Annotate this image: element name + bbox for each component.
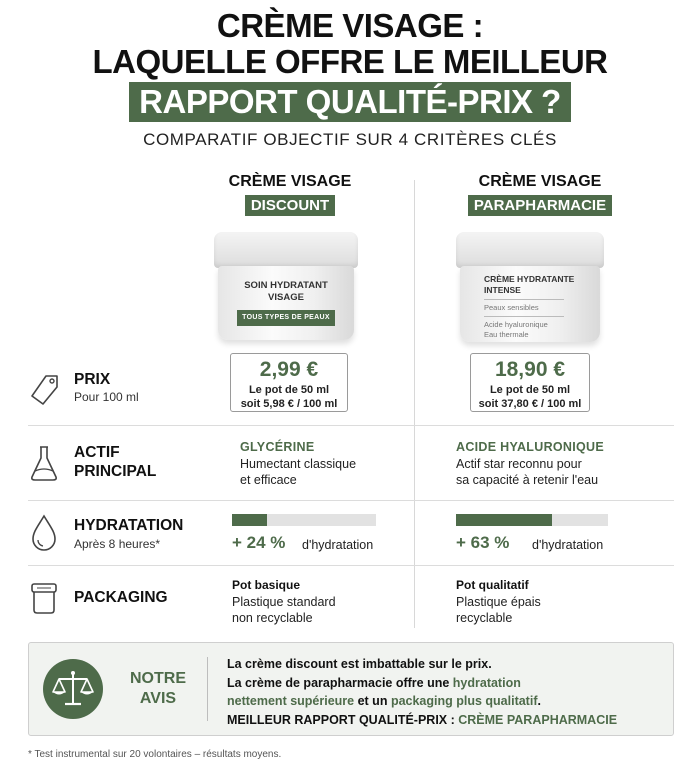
price-value: 2,99 € <box>259 358 319 381</box>
title-line-3-wrap <box>0 82 700 122</box>
jar-body <box>460 266 600 342</box>
jar-label-line1: CRÈME HYDRATANTE <box>484 274 575 284</box>
verdict-separator <box>207 657 208 721</box>
jar-label <box>218 280 354 326</box>
jar-lid <box>214 232 358 268</box>
price-line-2: soit 5,98 € / 100 ml <box>240 398 338 410</box>
product-name: CRÈME VISAGE <box>228 173 352 190</box>
actif-desc-parapharmacie-1: Actif star reconnu pour <box>456 457 582 471</box>
actif-desc-discount-1: Humectant classique <box>240 457 357 471</box>
column-divider <box>414 180 415 628</box>
price-line-1: Le pot de 50 ml <box>489 384 571 396</box>
packaging-desc-parapharmacie-2: recyclable <box>456 611 513 625</box>
jar-lid <box>456 232 604 268</box>
criterion-actif-label-2: PRINCIPAL <box>74 463 157 480</box>
jar-discount-image <box>214 232 358 340</box>
criterion-hydratation-label: HYDRATATION <box>74 517 184 534</box>
hydration-percent-discount: + 24 % <box>232 533 286 552</box>
jar-icon <box>28 578 60 618</box>
packaging-desc-discount-2: non recyclable <box>232 611 313 625</box>
price-line-1: Le pot de 50 ml <box>248 384 330 396</box>
verdict-title <box>123 669 193 709</box>
packaging-desc-parapharmacie-1: Plastique épais <box>456 595 541 609</box>
title-line-2: LAQUELLE OFFRE LE MEILLEUR <box>92 43 608 80</box>
packaging-name-discount: Pot basique <box>232 578 301 592</box>
verdict-line-3c: . <box>537 694 541 708</box>
jar-tag: TOUS TYPES DE PEAUX <box>237 310 335 326</box>
title-line-1: CRÈME VISAGE : <box>216 7 484 44</box>
hydration-text-parapharmacie: d'hydratation <box>532 538 604 552</box>
actif-name-discount: GLYCÉRINE <box>240 440 315 454</box>
row-divider <box>28 500 674 501</box>
product-tag: PARAPHARMACIE <box>468 195 612 216</box>
verdict-line-2 <box>227 674 667 693</box>
actif-desc-parapharmacie-2: sa capacité à retenir l'eau <box>456 473 599 487</box>
verdict-line-2a: La crème de parapharmacie offre une <box>227 675 453 690</box>
price-box-parapharmacie <box>470 353 590 412</box>
packaging-desc-discount-1: Plastique standard <box>232 595 336 609</box>
price-line-2: soit 37,80 € / 100 ml <box>478 398 582 410</box>
subtitle: COMPARATIF OBJECTIF SUR 4 CRITÈRES CLÉS <box>143 130 557 149</box>
jar-label-divider <box>484 299 564 300</box>
actif-name-parapharmacie: ACIDE HYALURONIQUE <box>456 440 605 454</box>
hydration-bar-fill <box>232 514 267 526</box>
jar-small-2: Acide hyaluronique <box>484 320 548 329</box>
jar-parapharmacie-image <box>456 232 604 342</box>
jar-body <box>218 266 354 340</box>
verdict-line-4a: MEILLEUR RAPPORT QUALITÉ-PRIX : <box>227 712 459 727</box>
column-header-parapharmacie <box>440 172 640 216</box>
water-drop-icon <box>28 512 60 552</box>
jar-small-1: Peaux sensibles <box>484 303 539 312</box>
verdict-text <box>227 655 667 729</box>
jar-label <box>484 274 590 340</box>
column-header-discount <box>210 172 370 216</box>
product-name: CRÈME VISAGE <box>478 173 602 190</box>
verdict-line-2-highlight: hydratation <box>452 675 521 690</box>
jar-label-line2: VISAGE <box>268 292 304 303</box>
product-tag: DISCOUNT <box>245 195 335 216</box>
verdict-line-1: La crème discount est imbattable sur le prix. <box>227 657 492 671</box>
jar-small-3: Eau thermale <box>484 330 529 339</box>
verdict-line-4 <box>227 711 667 730</box>
criterion-prix-sub: Pour 100 ml <box>74 390 139 404</box>
title-line-3: RAPPORT QUALITÉ-PRIX ? <box>129 82 571 122</box>
hydration-text-discount: d'hydratation <box>302 538 374 552</box>
footnote: * Test instrumental sur 20 volontaires – résultats moyens. <box>28 749 282 760</box>
verdict-box <box>28 642 674 736</box>
verdict-line-3b: et un <box>354 694 391 708</box>
packaging-name-parapharmacie: Pot qualitatif <box>456 578 529 592</box>
verdict-line-3-highlight-1: nettement supérieure <box>227 694 355 708</box>
verdict-title-line1: NOTRE <box>130 670 186 687</box>
flask-icon <box>28 443 60 483</box>
verdict-line-3 <box>227 692 667 711</box>
row-divider <box>28 425 674 426</box>
criterion-prix-label: PRIX <box>74 371 111 388</box>
scale-icon <box>43 659 103 719</box>
scale-icon-circle <box>43 659 103 719</box>
criterion-actif-label-1: ACTIF <box>74 444 120 461</box>
actif-desc-discount-2: et efficace <box>240 473 297 487</box>
price-tag-icon <box>28 366 60 406</box>
price-value: 18,90 € <box>494 358 566 381</box>
verdict-line-3-highlight-2: packaging plus qualitatif <box>390 694 538 708</box>
row-divider <box>28 565 674 566</box>
jar-label-line1: SOIN HYDRATANT <box>244 280 328 291</box>
verdict-line-4-highlight: CRÈME PARAPHARMACIE <box>458 712 618 727</box>
hydration-bar-discount <box>232 514 376 526</box>
jar-label-line2: INTENSE <box>484 285 521 295</box>
hydration-percent-parapharmacie: + 63 % <box>456 533 510 552</box>
criterion-packaging-label: PACKAGING <box>74 589 168 606</box>
criterion-hydratation-sub: Après 8 heures* <box>74 537 161 551</box>
jar-label-divider <box>484 316 564 317</box>
hydration-bar-fill <box>456 514 552 526</box>
price-box-discount <box>230 353 348 412</box>
verdict-title-line2: AVIS <box>139 690 177 707</box>
hydration-bar-parapharmacie <box>456 514 608 526</box>
